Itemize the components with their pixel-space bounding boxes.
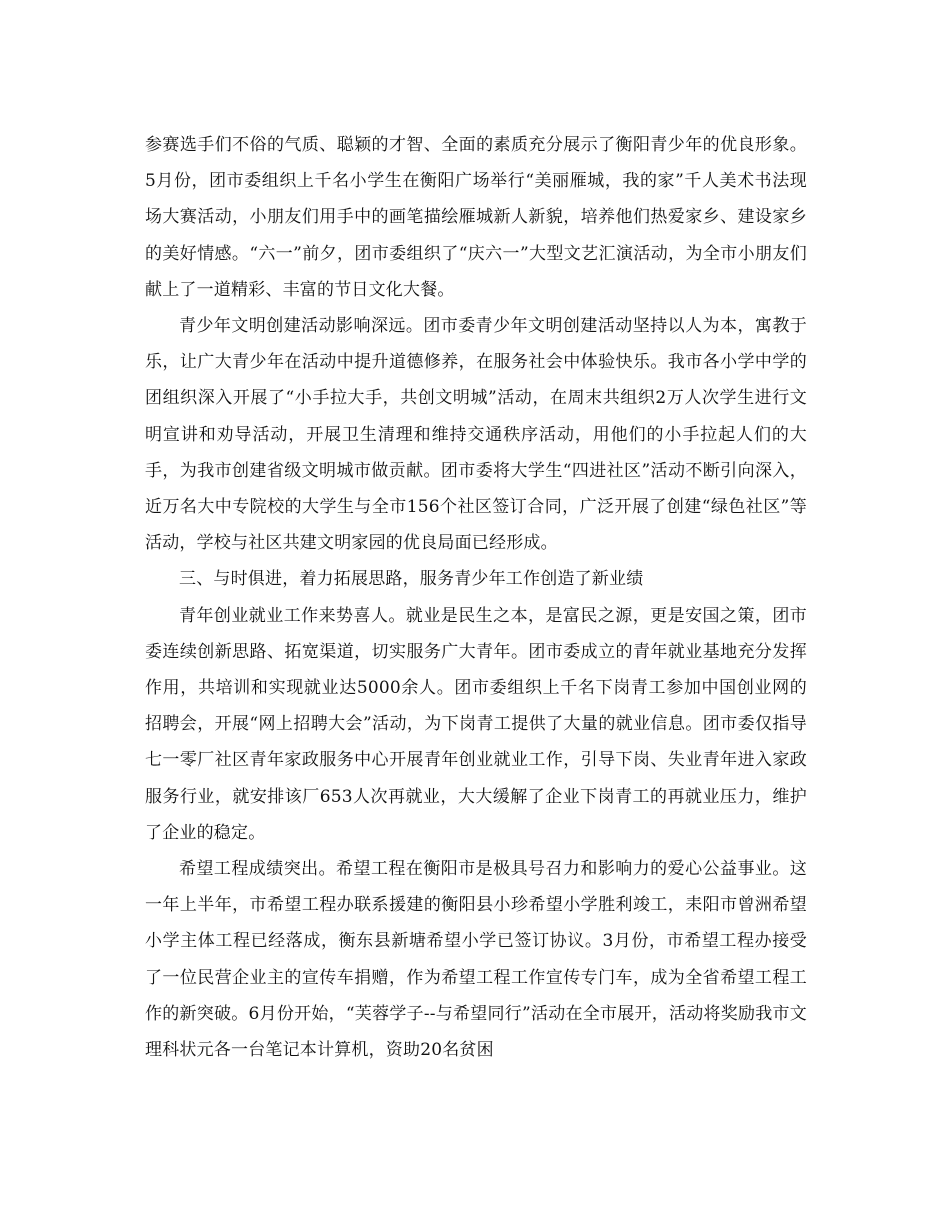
document-body: [145, 127, 807, 1068]
section-heading: 三、与时俱进，着力拓展思路，服务青少年工作创造了新业绩: [179, 569, 644, 590]
paragraph-continuation: 参赛选手们不俗的气质、聪颖的才智、全面的素质充分展示了衡阳青少年的优良形象。5月份，团市委组织上千名小学生在衡阳广场举行“美丽雁城，我的家”千人美术书法现场大赛活动，小朋友们用手中的画笔描绘雁城新人新貌，培养他们热爱家乡、建设家乡的美好情感。“六一”前夕，团市委组织了“庆六一”大型文艺汇演活动，为全市小朋友们献上了一道精彩、丰富的节日文化大餐。: [145, 135, 807, 300]
paragraph-civilization-activities: 青少年文明创建活动影响深远。团市委青少年文明创建活动坚持以人为本，寓教于乐，让广大青少年在活动中提升道德修养，在服务社会中体验快乐。我市各小学中学的团组织深入开展了“小手拉大手，共创文明城”活动，在周末共组织2万人次学生进行文明宣讲和劝导活动，开展卫生清理和维持交通秩序活动，用他们的小手拉起人们的大手，为我市创建省级文明城市做贡献。团市委将大学生“四进社区”活动不断引向深入，近万名大中专院校的大学生与全市156个社区签订合同，广泛开展了创建“绿色社区”等活动，学校与社区共建文明家园的优良局面已经形成。: [145, 316, 807, 554]
paragraph-hope-project: 希望工程成绩突出。希望工程在衡阳市是极具号召力和影响力的爱心公益事业。这一年上半年，市希望工程办联系援建的衡阳县小珍希望小学胜利竣工，耒阳市曾洲希望小学主体工程已经落成，衡东县新塘希望小学已签订协议。3月份，市希望工程办接受了一位民营企业主的宣传车捐赠，作为希望工程工作宣传专门车，成为全省希望工程工作的新突破。6月份开始，“芙蓉学子--与希望同行”活动在全市展开，活动将奖励我市文理科状元各一台笔记本计算机，资助20名贫困: [145, 859, 807, 1061]
paragraph-employment: 青年创业就业工作来势喜人。就业是民生之本，是富民之源，更是安国之策，团市委连续创新思路、拓宽渠道，切实服务广大青年。团市委成立的青年就业基地充分发挥作用，共培训和实现就业达5000余人。团市委组织上千名下岗青工参加中国创业网的招聘会，开展“网上招聘大会”活动，为下岗青工提供了大量的就业信息。团市委仅指导七一零厂社区青年家政服务中心开展青年创业就业工作，引导下岗、失业青年进入家政服务行业，就安排该厂653人次再就业，大大缓解了企业下岗青工的再就业压力，维护了企业的稳定。: [145, 605, 807, 843]
